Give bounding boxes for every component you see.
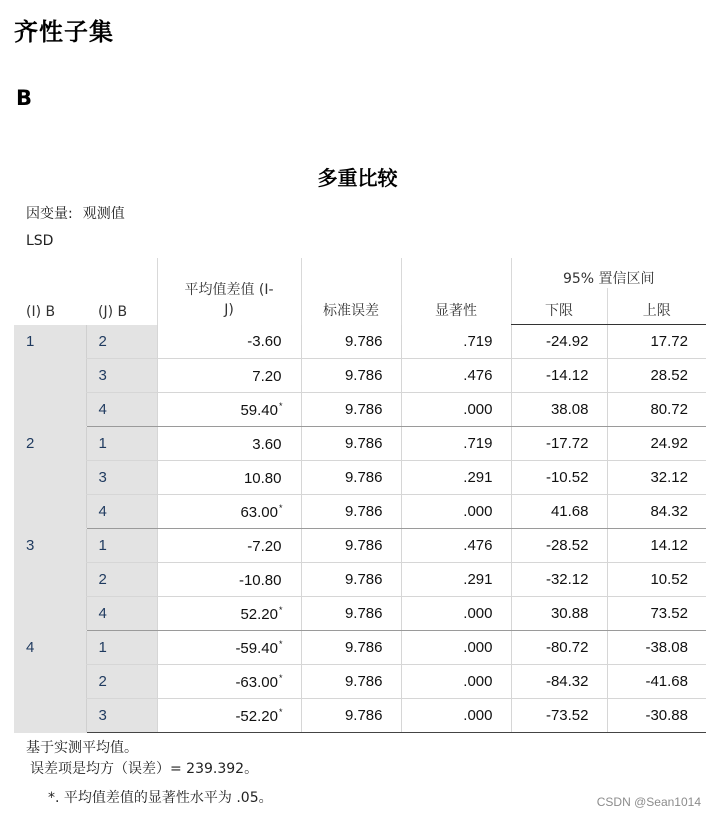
cell-j: 4 — [86, 393, 157, 427]
cell-j: 3 — [86, 699, 157, 733]
table-notes — [26, 738, 273, 809]
significance-marker: * — [278, 400, 283, 411]
mean-difference-value: -59.40 — [235, 639, 278, 657]
cell-lower-bound: -14.12 — [511, 359, 607, 393]
header-std-error: 标准误差 — [301, 258, 401, 325]
header-mean-difference-line1: 平均值差值 (I- — [184, 281, 274, 298]
cell-upper-bound: 24.92 — [607, 427, 706, 461]
cell-upper-bound: -41.68 — [607, 665, 706, 699]
table-row — [14, 359, 706, 393]
cell-std-error: 9.786 — [301, 597, 401, 631]
table-row — [14, 597, 706, 631]
cell-j: 2 — [86, 325, 157, 359]
mean-difference-value: -63.00 — [235, 673, 278, 691]
cell-lower-bound: -28.52 — [511, 529, 607, 563]
page-heading: 齐性子集 — [14, 17, 114, 46]
significance-marker: * — [278, 672, 283, 683]
cell-upper-bound: 73.52 — [607, 597, 706, 631]
cell-significance: .000 — [401, 631, 511, 665]
cell-lower-bound: 38.08 — [511, 393, 607, 427]
cell-mean-difference — [157, 597, 301, 631]
table-row — [14, 563, 706, 597]
cell-j: 1 — [86, 529, 157, 563]
header-upper-bound: 上限 — [607, 288, 706, 325]
mean-difference-value: -7.20 — [247, 537, 282, 555]
cell-i: 4 — [14, 631, 86, 733]
cell-mean-difference — [157, 495, 301, 529]
cell-lower-bound: -73.52 — [511, 699, 607, 733]
cell-significance: .000 — [401, 665, 511, 699]
table-row — [14, 325, 706, 359]
cell-j: 2 — [86, 665, 157, 699]
cell-lower-bound: -80.72 — [511, 631, 607, 665]
dependent-variable-value: 观测值 — [82, 206, 125, 222]
cell-std-error: 9.786 — [301, 699, 401, 733]
cell-j: 1 — [86, 427, 157, 461]
table-row — [14, 427, 706, 461]
mean-difference-value: -3.60 — [247, 333, 282, 351]
cell-significance: .719 — [401, 325, 511, 359]
cell-upper-bound: 80.72 — [607, 393, 706, 427]
cell-std-error: 9.786 — [301, 665, 401, 699]
cell-std-error: 9.786 — [301, 359, 401, 393]
cell-i: 1 — [14, 325, 86, 427]
cell-lower-bound: -17.72 — [511, 427, 607, 461]
cell-mean-difference — [157, 359, 301, 393]
header-i: (I) B — [26, 303, 56, 320]
table-row — [14, 495, 706, 529]
cell-i: 2 — [14, 427, 86, 529]
cell-j: 4 — [86, 495, 157, 529]
cell-upper-bound: 14.12 — [607, 529, 706, 563]
mean-difference-value: -52.20 — [235, 707, 278, 725]
table-row — [14, 461, 706, 495]
table-row — [14, 529, 706, 563]
cell-lower-bound: -84.32 — [511, 665, 607, 699]
cell-lower-bound: 30.88 — [511, 597, 607, 631]
cell-mean-difference — [157, 325, 301, 359]
cell-mean-difference — [157, 631, 301, 665]
cell-mean-difference — [157, 665, 301, 699]
mean-difference-value: 7.20 — [252, 367, 282, 385]
cell-mean-difference — [157, 461, 301, 495]
mean-difference-value: 52.20 — [240, 605, 278, 623]
cell-std-error: 9.786 — [301, 461, 401, 495]
cell-significance: .476 — [401, 359, 511, 393]
table-row — [14, 631, 706, 665]
section-label: B — [16, 86, 33, 110]
cell-std-error: 9.786 — [301, 393, 401, 427]
multiple-comparisons-table — [14, 258, 706, 733]
significance-marker: * — [278, 604, 283, 615]
table-row — [14, 699, 706, 733]
mean-difference-value: 10.80 — [243, 469, 282, 487]
cell-significance: .000 — [401, 699, 511, 733]
note-significance-level: *. 平均值差值的显著性水平为 .05。 — [48, 790, 273, 806]
cell-std-error: 9.786 — [301, 631, 401, 665]
cell-upper-bound: 28.52 — [607, 359, 706, 393]
cell-j: 3 — [86, 359, 157, 393]
mean-difference-value: -10.80 — [238, 571, 282, 589]
cell-lower-bound: -32.12 — [511, 563, 607, 597]
cell-upper-bound: 84.32 — [607, 495, 706, 529]
mean-difference-value: 3.60 — [252, 435, 282, 453]
cell-lower-bound: -24.92 — [511, 325, 607, 359]
cell-significance: .291 — [401, 563, 511, 597]
watermark: CSDN @Sean1014 — [596, 795, 701, 809]
cell-significance: .719 — [401, 427, 511, 461]
cell-i: 3 — [14, 529, 86, 631]
cell-mean-difference — [157, 529, 301, 563]
cell-j: 2 — [86, 563, 157, 597]
dependent-variable-label: 因变量: — [26, 206, 73, 222]
cell-upper-bound: 10.52 — [607, 563, 706, 597]
cell-std-error: 9.786 — [301, 325, 401, 359]
cell-upper-bound: 32.12 — [607, 461, 706, 495]
note-observed-means: 基于实测平均值。 — [26, 740, 138, 756]
cell-std-error: 9.786 — [301, 563, 401, 597]
significance-marker: * — [278, 706, 283, 717]
significance-marker: * — [278, 502, 283, 513]
table-body — [14, 325, 706, 733]
significance-marker: * — [278, 638, 283, 649]
mean-difference-value: 63.00 — [240, 503, 278, 521]
cell-j: 4 — [86, 597, 157, 631]
header-significance: 显著性 — [401, 258, 511, 325]
cell-upper-bound: -38.08 — [607, 631, 706, 665]
cell-significance: .476 — [401, 529, 511, 563]
mean-difference-value: 59.40 — [240, 401, 278, 419]
table-row — [14, 393, 706, 427]
cell-significance: .000 — [401, 393, 511, 427]
table-title: 多重比较 — [317, 166, 398, 190]
cell-j: 3 — [86, 461, 157, 495]
cell-significance: .000 — [401, 597, 511, 631]
cell-j: 1 — [86, 631, 157, 665]
note-error-term: 误差项是均方（误差）= 239.392。 — [30, 761, 259, 777]
comparison-method: LSD — [26, 233, 54, 249]
cell-significance: .000 — [401, 495, 511, 529]
cell-mean-difference — [157, 563, 301, 597]
cell-upper-bound: -30.88 — [607, 699, 706, 733]
cell-lower-bound: -10.52 — [511, 461, 607, 495]
cell-std-error: 9.786 — [301, 529, 401, 563]
cell-significance: .291 — [401, 461, 511, 495]
cell-mean-difference — [157, 699, 301, 733]
header-confidence-interval: 95% 置信区间 — [511, 258, 706, 288]
cell-mean-difference — [157, 393, 301, 427]
table-row — [14, 665, 706, 699]
cell-std-error: 9.786 — [301, 427, 401, 461]
cell-lower-bound: 41.68 — [511, 495, 607, 529]
dependent-variable — [26, 203, 125, 223]
header-j: (J) B — [98, 303, 128, 320]
cell-upper-bound: 17.72 — [607, 325, 706, 359]
header-lower-bound: 下限 — [511, 288, 607, 325]
cell-std-error: 9.786 — [301, 495, 401, 529]
header-mean-difference — [157, 258, 301, 325]
header-mean-difference-line2: J) — [224, 301, 234, 318]
cell-mean-difference — [157, 427, 301, 461]
